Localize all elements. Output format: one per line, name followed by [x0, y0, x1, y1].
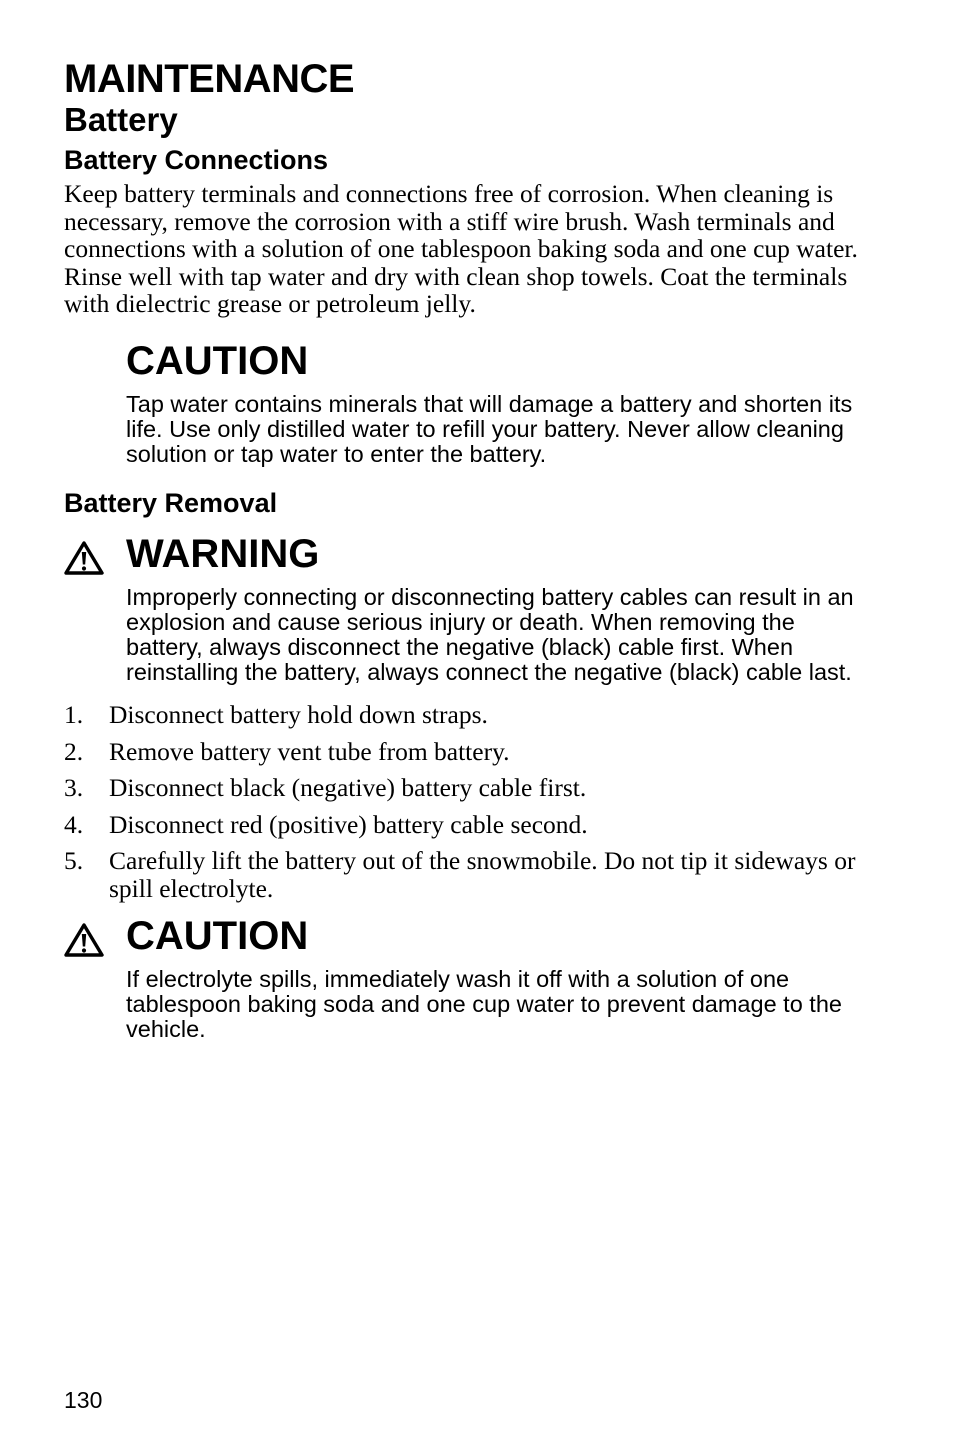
list-item: 4. Disconnect red (positive) battery cable second.: [64, 809, 588, 839]
manual-page: [64, 56, 864, 1042]
removal-steps: [64, 701, 864, 903]
list-item: 5. Carefully lift the battery out of the snowmobile. Do not tip it sideways or spill electrolyte.: [64, 846, 856, 903]
warning-text: Improperly connecting or disconnecting battery cables can result in an explosion and cause serious injury or death. When removing the battery, always disconnect the negative (black) cable first. When reinstalling the battery, always connect the negative (black) cable last.: [126, 583, 854, 685]
list-item: 3. Disconnect black (negative) battery cable first.: [64, 773, 587, 803]
caution-notice-1: [126, 338, 864, 467]
list-item: 2. Remove battery vent tube from battery.: [64, 736, 510, 766]
caution-text: Tap water contains minerals that will damage a battery and shorten its life. Use only distilled water to refill your battery. Never allow cleaning solution or tap water to enter the battery.: [126, 390, 853, 467]
removal-heading: Battery Removal: [64, 487, 278, 518]
section-title: MAINTENANCE: [64, 57, 355, 101]
list-item: 1. Disconnect battery hold down straps.: [64, 699, 488, 729]
caution-text: If electrolyte spills, immediately wash it off with a solution of one tablespoon baking soda and one cup water to prevent damage to the vehicle.: [126, 965, 842, 1042]
warning-notice: [126, 531, 864, 685]
caution-notice-2: [126, 913, 864, 1042]
warning-title: WARNING: [126, 531, 320, 576]
warning-triangle-icon: [64, 923, 104, 957]
connections-heading: Battery Connections: [64, 145, 329, 175]
caution-title: CAUTION: [126, 913, 309, 958]
subsection-title: Battery: [64, 101, 178, 138]
caution-title: CAUTION: [126, 338, 309, 383]
page-number: 130: [64, 1387, 103, 1413]
warning-triangle-icon: [64, 541, 104, 575]
connections-paragraph: Keep battery terminals and connections free of corrosion. When cleaning is necessary, remove the corrosion with a stiff wire brush. Wash terminals and connections with a solution of one tablespoon baking soda and one cup water. Rinse well with tap water and dry with clean shop towels. Coat the terminals with dielectric grease or petroleum jelly.: [64, 179, 858, 319]
